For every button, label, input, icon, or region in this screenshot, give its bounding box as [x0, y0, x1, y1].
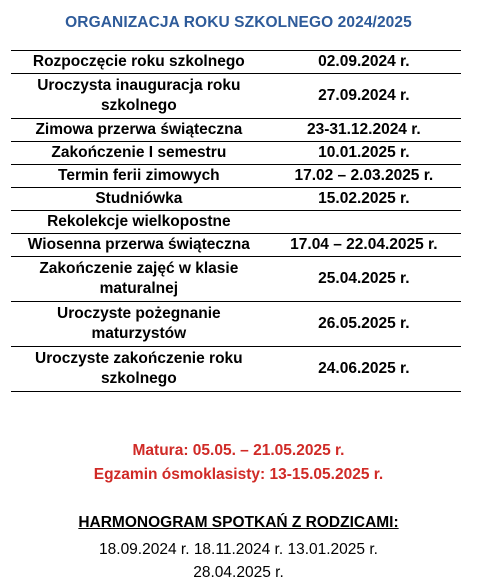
matura-exam-text: Matura: 05.05. – 21.05.2025 r.: [132, 442, 345, 459]
table-row: [11, 257, 461, 302]
eighth-grade-exam-text: Egzamin ósmoklasisty: 13-15.05.2025 r.: [93, 466, 384, 483]
table-row: [11, 74, 461, 119]
event-cell: Termin ferii zimowych: [11, 165, 267, 188]
schedule-table: [11, 50, 461, 392]
table-row: [11, 51, 461, 74]
parent-meetings-dates: 18.09.2024 r. 18.11.2024 r. 13.01.2025 r. 28.04.2025 r.: [99, 541, 378, 581]
table-row: [11, 119, 461, 142]
event-cell: Zakończenie I semestru: [11, 142, 267, 165]
date-cell: 27.09.2024 r.: [267, 74, 461, 119]
event-cell: Uroczysta inauguracja roku szkolnego: [11, 74, 267, 119]
table-row: [11, 188, 461, 211]
table-row: [11, 142, 461, 165]
event-cell: Wiosenna przerwa świąteczna: [11, 234, 267, 257]
date-cell: 10.01.2025 r.: [267, 142, 461, 165]
event-cell: Studniówka: [11, 188, 267, 211]
date-cell: 25.04.2025 r.: [267, 257, 461, 302]
event-cell: Zakończenie zajęć w klasie maturalnej: [11, 257, 267, 302]
event-cell: Zimowa przerwa świąteczna: [11, 119, 267, 142]
event-cell: Uroczyste zakończenie roku szkolnego: [11, 347, 267, 392]
event-cell: Rozpoczęcie roku szkolnego: [11, 51, 267, 74]
date-cell: 17.04 – 22.04.2025 r.: [267, 234, 461, 257]
page-title: ORGANIZACJA ROKU SZKOLNEGO 2024/2025: [65, 14, 412, 31]
table-row: [11, 211, 461, 234]
date-cell: 26.05.2025 r.: [267, 302, 461, 347]
date-cell: 23-31.12.2024 r.: [267, 119, 461, 142]
date-cell: 15.02.2025 r.: [267, 188, 461, 211]
event-cell: Rekolekcje wielkopostne: [11, 211, 267, 234]
table-row: [11, 165, 461, 188]
event-cell: Uroczyste pożegnanie maturzystów: [11, 302, 267, 347]
table-row: [11, 347, 461, 392]
table-row: [11, 234, 461, 257]
date-cell: [267, 211, 461, 234]
date-cell: 17.02 – 2.03.2025 r.: [267, 165, 461, 188]
date-cell: 02.09.2024 r.: [267, 51, 461, 74]
parent-meetings-title: HARMONOGRAM SPOTKAŃ Z RODZICAMI:: [78, 514, 399, 531]
date-cell: 24.06.2025 r.: [267, 347, 461, 392]
table-row: [11, 302, 461, 347]
